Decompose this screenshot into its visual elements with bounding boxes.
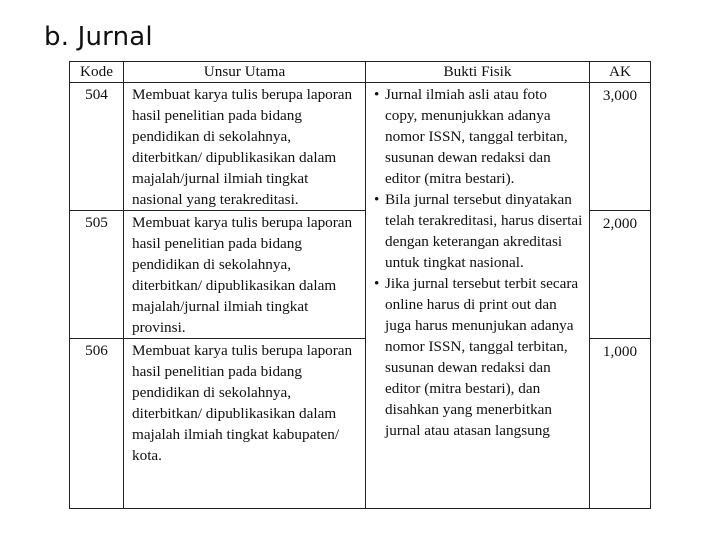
bukti-fisik-text: Jurnal ilmiah asli atau foto copy, menunjukkan adanya nomor ISSN, tanggal terbitan, susunan dewan redaksi dan editor (mitra bestari). — [385, 86, 568, 187]
ak-value: 1,000 — [602, 343, 638, 360]
header-bukti-fisik: Bukti Fisik — [366, 62, 590, 83]
list-item — [374, 84, 583, 189]
list-item — [374, 189, 583, 273]
list-item — [374, 273, 583, 441]
cell-kode — [70, 83, 124, 211]
cell-ak — [590, 339, 651, 509]
header-kode: Kode — [70, 62, 124, 83]
bullet-icon: • — [374, 191, 380, 208]
ak-value: 3,000 — [602, 87, 638, 104]
kode-value: 506 — [85, 342, 108, 359]
cell-unsur-utama: Membuat karya tulis berupa laporan hasil penelitian pada bidang pendidikan di sekolahnya, diterbitkan/ dipublikasikan dalam majalah/jurnal ilmiah tingkat nasional yang terakreditasi. — [124, 83, 366, 211]
cell-ak — [590, 211, 651, 339]
kode-value: 504 — [85, 86, 108, 103]
header-ak: AK — [590, 62, 651, 83]
bullet-icon: • — [374, 86, 380, 103]
bukti-fisik-text: Jika jurnal tersebut terbit secara online harus di print out dan juga harus menunjukan adanya nomor ISSN, tanggal terbitan, susunan dewan redaksi dan editor (mitra bestari), dan disahkan yang menerbitkan jurnal atau atasan langsung — [385, 275, 579, 439]
bukti-fisik-text: Bila jurnal tersebut dinyatakan telah terakreditasi, harus disertai dengan keterangan akreditasi untuk tingkat nasional. — [385, 191, 583, 271]
table-header-row — [70, 62, 651, 83]
jurnal-table — [69, 61, 651, 509]
cell-unsur-utama: Membuat karya tulis berupa laporan hasil penelitian pada bidang pendidikan di sekolahnya, diterbitkan/ dipublikasikan dalam majalah/jurnal ilmiah tingkat provinsi. — [124, 211, 366, 339]
header-unsur-utama: Unsur Utama — [124, 62, 366, 83]
table-row — [70, 83, 651, 211]
kode-value: 505 — [85, 214, 108, 231]
cell-bukti-fisik — [366, 83, 590, 509]
cell-kode — [70, 339, 124, 509]
cell-ak — [590, 83, 651, 211]
cell-unsur-utama: Membuat karya tulis berupa laporan hasil penelitian pada bidang pendidikan di sekolahnya, diterbitkan/ dipublikasikan dalam majalah ilmiah tingkat kabupaten/ kota. — [124, 339, 366, 509]
slide-title: b. Jurnal — [44, 22, 153, 52]
cell-kode — [70, 211, 124, 339]
bukti-fisik-list — [374, 84, 583, 441]
ak-value: 2,000 — [602, 215, 638, 232]
bullet-icon: • — [374, 275, 380, 292]
